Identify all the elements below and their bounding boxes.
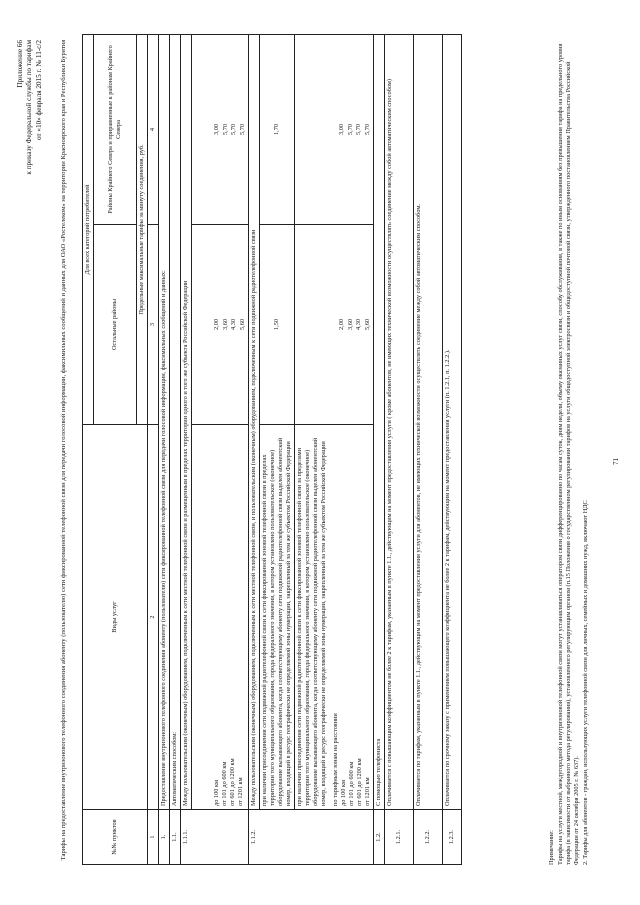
row-text: Оплачивается с повышающим коэффициентом не более 2 к тарифам, указанным в пункте 1.1., действующим на момент предоставления услуги ( кроме абонентов, не имеющих технической возможности осуществлять соединение между собой автоматическим способом) xyxy=(385,35,414,810)
distance-range: до 100 км xyxy=(213,780,220,806)
header-other-regions: Остальные районы xyxy=(94,225,137,425)
row-number: 1.1.1. xyxy=(181,810,249,865)
table-row xyxy=(295,35,374,865)
header-service-type: Виды услуг xyxy=(83,425,148,810)
tariff-value: 5,60 xyxy=(363,318,371,331)
tariff-value: 4,30 xyxy=(230,318,237,331)
distance-range: от 601 до 1200 км xyxy=(229,758,236,806)
annex-number: Приложение 66 xyxy=(16,40,24,88)
row-text: С помощью телефониста xyxy=(374,35,385,810)
tariff-value: 1,70 xyxy=(260,35,295,225)
distance-ranges xyxy=(192,425,249,810)
tariff-value: 1,50 xyxy=(260,225,295,425)
row-number: 1.1.2. xyxy=(249,810,374,865)
row-text: при наличии присоединения сети подвижной радиотелефонной связи к сети фиксированной зоновой телефонной связи в пределах территории того муниципального образования, города федерального значения, в котором установлено пользовательское (оконечное) оборудование вызывающего абонента, когда соответствующему абоненту сети подвижной радиотелефонной связи выделен абонентский номер, входящий в ресурс географически не определяемой зоны нумерации, закрепленный за тем же субъектом Российской Федерации xyxy=(260,425,295,810)
row-text: Предоставление внутризонового телефонного соединения абоненту (пользователю) сети фиксированной телефонной связи для передачи голосовой информации, факсимильных сообщений и данных: xyxy=(159,35,170,810)
table-row xyxy=(260,35,295,865)
row-text: Оплачивается по срочному заказу с применением повышающего коэффициента не более 2 к тарифам, действующим на момент предоставления услуги (п. 1.2.1, п. 1.2.2.). xyxy=(443,35,462,810)
tariff-value: 3,00 xyxy=(338,123,345,136)
distance-range: от 101 до 600 км xyxy=(221,761,228,806)
notes-heading: Примечание: xyxy=(548,830,555,865)
row-number: 1.2.3. xyxy=(443,810,462,865)
table-row xyxy=(159,35,170,865)
tariff-values-other xyxy=(192,225,249,425)
tariff-value: 5,70 xyxy=(221,123,229,136)
row-number: 1.2.1. xyxy=(385,810,414,865)
tariff-value: 5,70 xyxy=(346,123,354,136)
table-row xyxy=(414,35,443,865)
distance-range: от 1201 км xyxy=(364,777,371,806)
table-row xyxy=(249,35,260,865)
column-number: 3 xyxy=(148,225,159,425)
table-header-row xyxy=(83,35,94,865)
tariff-value: 5,60 xyxy=(238,318,246,331)
annex-header xyxy=(16,40,44,300)
column-number: 2 xyxy=(148,425,159,810)
document-title: Тарифы на предоставление внутризонового телефонного соединения абоненту (пользователю) сети фиксированной телефонной связи для передачи голосовой информации, факсимильных сообщений и данных для ОАО «Ростелеком» на территории Красноярского края и Республики Бурятия xyxy=(60,39,67,861)
range-label: по тарифным зонам на расстоянии xyxy=(332,713,339,806)
tariff-value: 5,70 xyxy=(363,123,371,136)
tariff-value: 5,70 xyxy=(230,123,237,136)
tariff-values-other xyxy=(295,225,374,425)
tariff-value: 3,60 xyxy=(346,318,354,331)
column-number-row xyxy=(148,35,159,865)
tariff-value: 3,00 xyxy=(213,123,220,136)
header-far-north: Районы Крайнего Севера и приравненные к районам Крайнего Севера xyxy=(94,35,137,225)
distance-range: до 100 км xyxy=(340,780,347,806)
row-number: 1.2. xyxy=(374,810,385,865)
row-text-block xyxy=(295,425,374,810)
table-row xyxy=(374,35,385,865)
table-row xyxy=(385,35,414,865)
tariff-value: 5,70 xyxy=(238,123,246,136)
tariff-value: 2,00 xyxy=(213,318,220,331)
row-text: Между пользовательским (оконечным) оборудованием, подключенным к сети местной телефонной связи и размещенным в пределах территории одного и того же субъекта Российской Федерации xyxy=(181,35,192,810)
header-item-number: №№ пунктов xyxy=(83,810,148,865)
row-text: Оплачивается по тарифам, указанным в пункте 1.1., действующим на момент предоставления услуги для абонентов, не имеющих технической возможности осуществлять соединение между собой автоматическим способом. xyxy=(414,35,443,810)
tariff-value: 4,30 xyxy=(355,318,362,331)
tariff-table xyxy=(82,34,462,865)
distance-range: от 1201 км xyxy=(237,777,244,806)
row-number: 1.2.2. xyxy=(414,810,443,865)
tariff-values-north xyxy=(192,35,249,225)
row-text: Между пользовательским (оконечным) оборудованием, подключенным к сети местной телефонной связи, и пользовательским (оконечным) оборудованием, подключенным к сети подвижной радиотелефонной связи xyxy=(249,35,260,810)
notes-section xyxy=(548,35,591,865)
header-consumer-group: Для всех категорий потребителей xyxy=(83,35,94,425)
tariff-value: 2,00 xyxy=(338,318,345,331)
table-row xyxy=(170,35,181,865)
note-paragraph: Тарифы на услуги местной, междугородной и внутризоновой телефонной связи могут устанавливаться оператором связи дифференцированно по часам суток, дням недели, объему оказанных услуг связи, способу обслуживания, в также по иным основаниям без превышения тарифа на предельного уровня тарифа (в зависимости от выбранного метода регулирования), установленного регулирующим органом (п.15 Положения о государственном регулировании тарифов на услуги общедоступной электросвязи и общедоступной почтовой связи, утвержденного постановлением Правительства Российской Федерации от 24 октября 2005 г. № 637). xyxy=(557,43,580,865)
table-row xyxy=(181,35,192,865)
column-number: 1 xyxy=(148,810,159,865)
tariff-value: 3,60 xyxy=(221,318,229,331)
distance-range: от 101 до 600 км xyxy=(348,761,355,806)
note-paragraph: 2. Тарифы для абонентов - граждан, использующих услуги телефонной связи для личных, семейных и домашних нужд, включают НДС xyxy=(582,500,589,865)
annex-order-date: от «10» февраля 2015 г. № 11-с/2 xyxy=(34,40,43,141)
page-number: 71 xyxy=(612,458,620,465)
row-text: при наличии присоединения сети подвижной радиотелефонной связи к сети фиксированной зоновой телефонной связи за пределами территории того муниципального образования, города федерального значения, в котором установлено пользовательское (оконечное) оборудование вызывающего абонента, когда соответствующему абоненту сети подвижной радиотелефонной связи выделен абонентский номер, входящий в ресурс географически не определяемой зоны нумерации, закрепленный за тем же субъектом Российской Федерации xyxy=(296,437,327,806)
column-number: 4 xyxy=(148,35,159,225)
tariff-value: 5,70 xyxy=(355,123,362,136)
header-units: Предельные максимальные тарифы за минуту соединения, руб. xyxy=(137,35,148,425)
row-number: 1. xyxy=(159,810,170,865)
row-text: Автоматическим способом: xyxy=(170,35,181,810)
annex-order-ref: к приказу Федеральной службы по тарифам xyxy=(25,40,34,175)
table-row xyxy=(443,35,462,865)
row-number: 1.1. xyxy=(170,810,181,865)
distance-range: от 601 до 1200 км xyxy=(356,758,363,806)
table-row xyxy=(192,35,249,865)
tariff-values-north xyxy=(295,35,374,225)
